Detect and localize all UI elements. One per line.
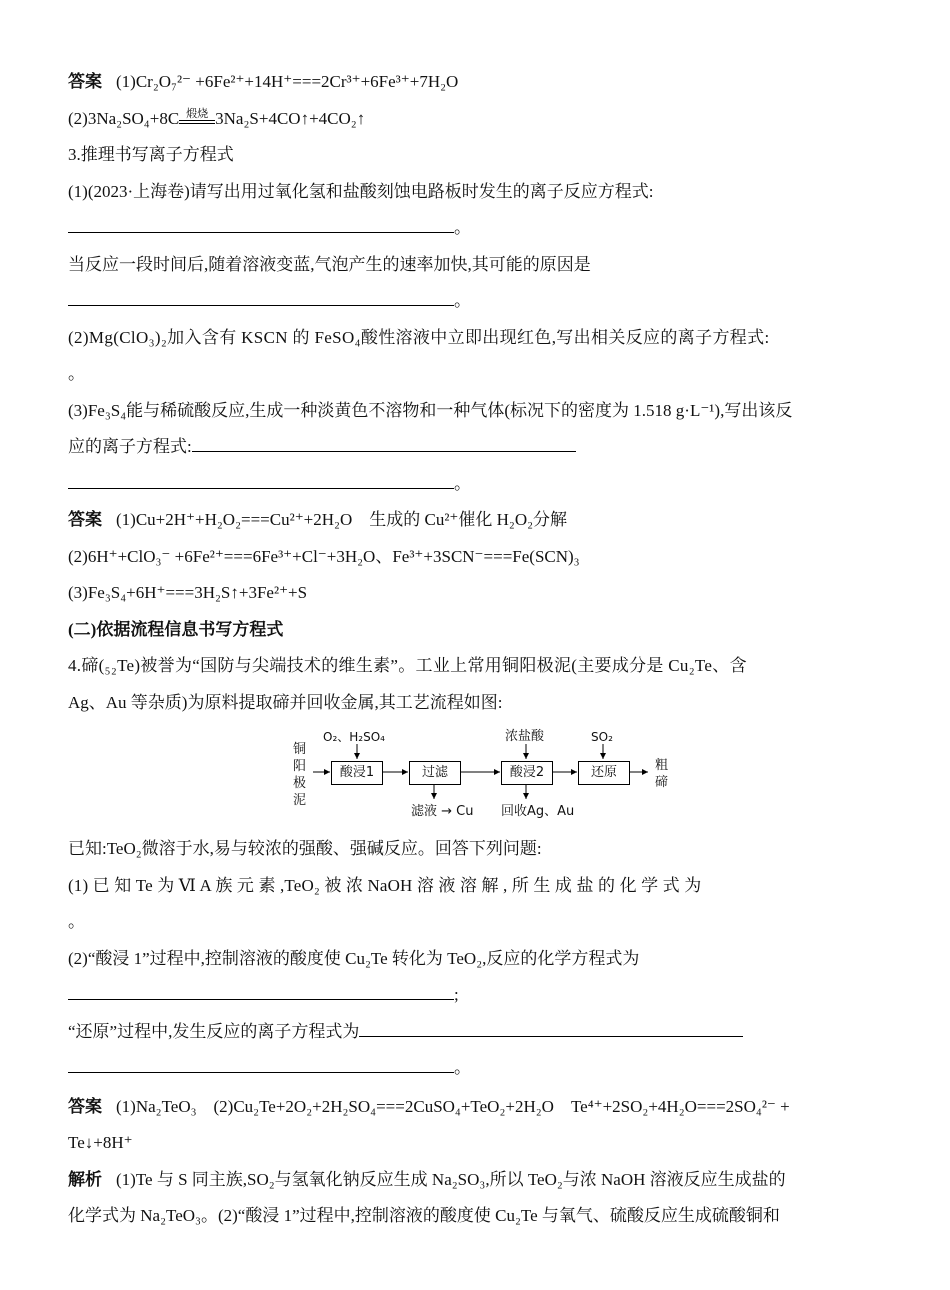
- answer-blank[interactable]: [68, 210, 454, 233]
- q3-part2-prompt: (2)Mg(ClO₃)₂加入含有 KSCN 的 FeSO₄酸性溶液中立即出现红色,写出相关反应的离子方程式:: [68, 327, 770, 347]
- q4-part1-prompt: (1) 已 知 Te 为 Ⅵ A 族 元 素 ,TeO₂ 被 浓 NaOH 溶 液 溶 解 , 所 生 成 盐 的 化 学 式 为: [68, 875, 702, 895]
- answer-blank[interactable]: [68, 466, 454, 489]
- answer-blank[interactable]: [359, 1014, 743, 1037]
- q3-title: 3.推理书写离子方程式: [68, 145, 234, 164]
- answer-q2-line2: (2)3Na₂SO₄+8C 煅烧 3Na₂S+4CO↑+4CO₂↑: [68, 107, 366, 128]
- q4-part2-followup: “还原”过程中,发生反应的离子方程式为: [68, 1014, 883, 1051]
- document-page: [68, 64, 883, 1235]
- q4-intro-line1: 4.碲(₅₂Te)被誉为“国防与尖端技术的维生素”。工业上常用铜阳极泥(主要成分是 Cu₂Te、含: [68, 656, 747, 675]
- product-label: 粗碲: [655, 758, 669, 790]
- feed-label: 铜阳极泥: [293, 742, 307, 808]
- answer-blank[interactable]: [68, 283, 454, 306]
- answer-label: 答案: [68, 510, 102, 529]
- answer-q4-line2: Te↓+8H⁺: [68, 1133, 133, 1152]
- analysis-line2: 化学式为 Na₂TeO₃。(2)“酸浸 1”过程中,控制溶液的酸度使 Cu₂Te 与氧气、硫酸反应生成硫酸铜和: [68, 1206, 780, 1225]
- q3-part1-blank-line: 。: [68, 210, 883, 247]
- answer-q3-line3: (3)Fe₃S₄+6H⁺===3H₂S↑+3Fe²⁺+S: [68, 583, 308, 602]
- answer-label: 答案: [68, 72, 102, 91]
- q4-part1-end: 。: [68, 912, 85, 931]
- q3-part1-followup-blank: 。: [68, 283, 883, 320]
- answer-q2-line1: 答案 (1)Cr₂O₇²⁻ +6Fe²⁺+14H⁺===2Cr³⁺+6Fe³⁺+7H₂O: [68, 72, 459, 91]
- answer-label: 答案: [68, 1096, 102, 1116]
- q4-part2-blank-line: ;: [68, 977, 883, 1014]
- answer-blank[interactable]: [192, 429, 576, 452]
- q4-part2-followup-blank: 。: [68, 1050, 883, 1087]
- analysis-line1: 解析 (1)Te 与 S 同主族,SO₂与氢氧化钠反应生成 Na₂SO₃,所以 TeO₂与浓 NaOH 溶液反应生成盐的: [68, 1169, 786, 1189]
- q3-part3-prompt-b: 应的离子方程式:: [68, 429, 883, 466]
- analysis-label: 解析: [68, 1169, 102, 1189]
- step-box: 还原: [578, 761, 630, 785]
- step-box: 酸浸2: [501, 761, 553, 785]
- step-box: 酸浸1: [331, 761, 383, 785]
- output-label: 回收Ag、Au: [501, 804, 575, 819]
- q4-part2-prompt: (2)“酸浸 1”过程中,控制溶液的酸度使 Cu₂Te 转化为 TeO₂,反应的化学方程式为: [68, 948, 640, 968]
- q3-part3-blank-line: 。: [68, 466, 883, 503]
- answer-q4-line1: 答案 (1)Na₂TeO₃ (2)Cu₂Te+2O₂+2H₂SO₄===2CuSO₄+TeO₂+2H₂O Te⁴⁺+2SO₂+4H₂O===2SO₄²⁻ +: [68, 1096, 790, 1116]
- q3-part1-prompt: (1)(2023·上海卷)请写出用过氧化氢和盐酸刻蚀电路板时发生的离子反应方程式:: [68, 181, 654, 201]
- section-heading: (二)依据流程信息书写方程式: [68, 619, 284, 639]
- answer-q3-line2: (2)6H⁺+ClO₃⁻ +6Fe²⁺===6Fe³⁺+Cl⁻+3H₂O、Fe³⁺+3SCN⁻===Fe(SCN)₃: [68, 546, 580, 566]
- q3-part3-prompt-a: (3)Fe₃S₄能与稀硫酸反应,生成一种淡黄色不溶物和一种气体(标况下的密度为 1.518 g·L⁻¹),写出该反: [68, 400, 793, 420]
- q4-intro-line2: Ag、Au 等杂质)为原料提取碲并回收金属,其工艺流程如图:: [68, 692, 503, 712]
- answer-q3-line1: 答案 (1)Cu+2H⁺+H₂O₂===Cu²⁺+2H₂O 生成的 Cu²⁺催化 H₂O₂分解: [68, 510, 568, 529]
- output-label: 滤液 → Cu: [411, 804, 474, 819]
- step-box: 过滤: [409, 761, 461, 785]
- reagent-label: SO₂: [591, 730, 613, 744]
- q3-part1-followup: 当反应一段时间后,随着溶液变蓝,气泡产生的速率加快,其可能的原因是: [68, 254, 591, 274]
- answer-blank[interactable]: [68, 977, 454, 1000]
- q3-part2-end: 。: [68, 364, 85, 383]
- process-flow-diagram: [293, 727, 673, 827]
- reagent-label: O₂、H₂SO₄: [323, 730, 385, 744]
- reagent-label: 浓盐酸: [505, 729, 545, 744]
- answer-blank[interactable]: [68, 1050, 454, 1073]
- q4-known: 已知:TeO₂微溶于水,易与较浓的强酸、强碱反应。回答下列问题:: [68, 839, 542, 858]
